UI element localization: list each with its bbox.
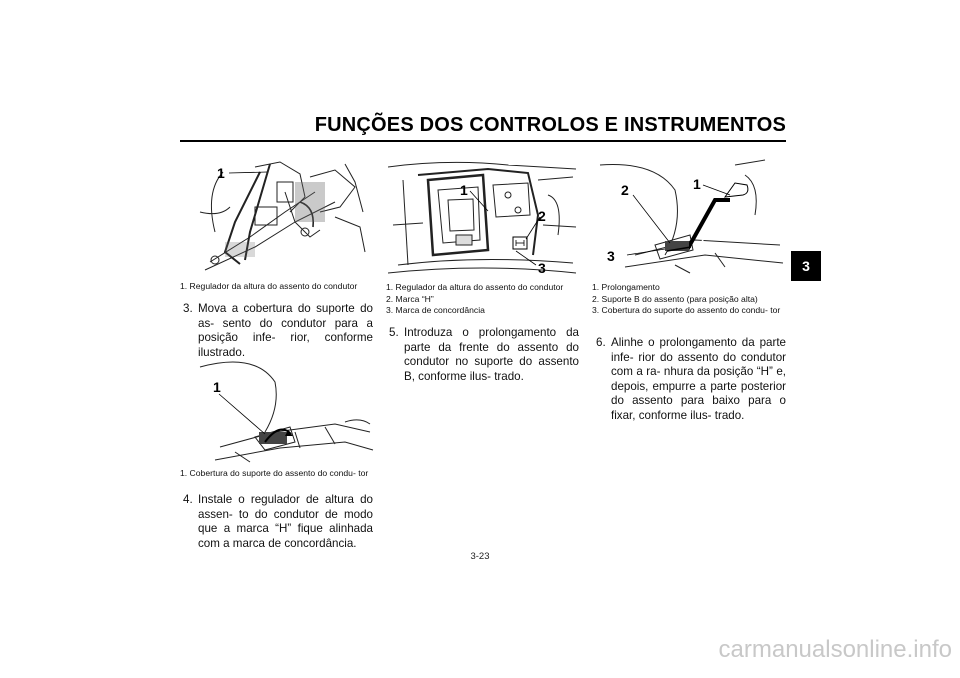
step-text: Alinhe o prolongamento da parte infe- rior do assento do condutor com a ra- nhura da posição “H” e, depois, empurre a parte posterior do assento para baixo para o fixar, conforme ilus- trado.: [611, 336, 786, 422]
figure-1: [195, 152, 375, 275]
figure-4-callout-2: 2: [621, 182, 629, 198]
figure-2: [195, 352, 375, 467]
page-number: 3-23: [470, 551, 490, 562]
caption-item: 2. Suporte B do assento (para posição alta): [592, 293, 758, 304]
figure-3-callout-2: 2: [538, 208, 546, 224]
figure-2-callout-1: 1: [213, 379, 221, 395]
figure-4-callout-3: 3: [607, 248, 615, 264]
figure-4-caption: [592, 282, 782, 317]
header-rule: [180, 140, 786, 142]
figure-3-callout-3: 3: [538, 260, 546, 276]
figure-3-callout-1: 1: [460, 182, 468, 198]
step-text: Mova a cobertura do suporte do as- sento do condutor para a posição infe- rior, conforme ilustrado.: [198, 302, 373, 359]
caption-item: 2. Marca “H”: [386, 293, 434, 304]
step-5: [389, 326, 579, 384]
figure-3-caption: [386, 282, 581, 317]
caption-item: 1. Regulador da altura do assento do condutor: [386, 282, 564, 292]
figure-4-callout-1: 1: [693, 176, 701, 192]
caption-item: 1. Cobertura do suporte do assento do condu- tor: [180, 468, 369, 478]
step-number: 3.: [183, 302, 193, 315]
caption-item: 1. Prolongamento: [592, 282, 660, 292]
figure-2-caption: [180, 468, 370, 480]
page-title: FUNÇÕES DOS CONTROLOS E INSTRUMENTOS: [314, 114, 786, 136]
caption-item: 1. Regulador da altura do assento do condutor: [180, 281, 358, 291]
chapter-tab: 3: [791, 251, 821, 281]
step-number: 6.: [596, 336, 606, 349]
caption-item: 3. Marca de concordância: [386, 305, 485, 315]
step-4: [183, 493, 373, 551]
figure-1-caption: [180, 281, 375, 293]
step-text: Introduza o prolongamento da parte da frente do assento do condutor no suporte do assento B, conforme ilus- trado.: [404, 326, 579, 383]
step-number: 5.: [389, 326, 399, 339]
caption-item: 3. Cobertura do suporte do assento do condu- tor: [592, 305, 781, 315]
figure-4: [595, 155, 785, 280]
figure-1-callout-1: 1: [217, 165, 225, 181]
figure-3: [388, 155, 578, 280]
watermark: carmanualsonline.info: [718, 636, 952, 663]
step-number: 4.: [183, 493, 193, 506]
step-6: [596, 336, 786, 424]
step-text: Instale o regulador de altura do assen- to do condutor de modo que a marca “H” fique alinhada com a marca de concordância.: [198, 493, 373, 550]
